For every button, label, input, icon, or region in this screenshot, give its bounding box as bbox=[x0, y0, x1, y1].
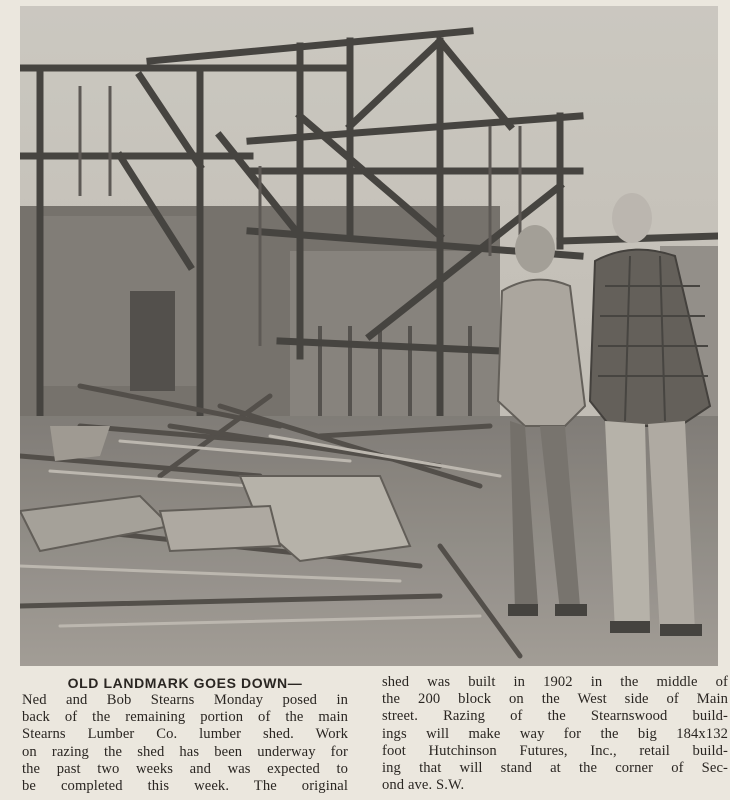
caption-line: back of the remaining portion of the main bbox=[22, 709, 348, 726]
caption-line: be completed this week. The original bbox=[22, 778, 348, 795]
caption-line: ings will make way for the big 184x132 bbox=[382, 725, 728, 742]
caption-line: Ned and Bob Stearns Monday posed in bbox=[22, 692, 348, 708]
demolition-photo bbox=[20, 6, 718, 666]
caption-line: the 200 block on the West side of Main bbox=[382, 691, 728, 708]
caption-column-right bbox=[382, 674, 728, 794]
caption-column-left bbox=[22, 674, 348, 795]
caption-line: the past two weeks and was expected to bbox=[22, 760, 348, 777]
caption-line: Stearns Lumber Co. lumber shed. Work bbox=[22, 726, 348, 743]
caption-line: shed was built in 1902 in the middle of bbox=[382, 674, 728, 690]
caption-line: ing that will stand at the corner of Sec- bbox=[382, 760, 728, 777]
caption-line: street. Razing of the Stearnswood build- bbox=[382, 708, 728, 725]
photo-caption bbox=[22, 674, 728, 798]
headline: OLD LANDMARK GOES DOWN— bbox=[67, 675, 303, 691]
caption-line: ond ave. S.W. bbox=[382, 777, 465, 794]
caption-line: foot Hutchinson Futures, Inc., retail build- bbox=[382, 742, 728, 759]
caption-line: on razing the shed has been underway for bbox=[22, 743, 348, 760]
